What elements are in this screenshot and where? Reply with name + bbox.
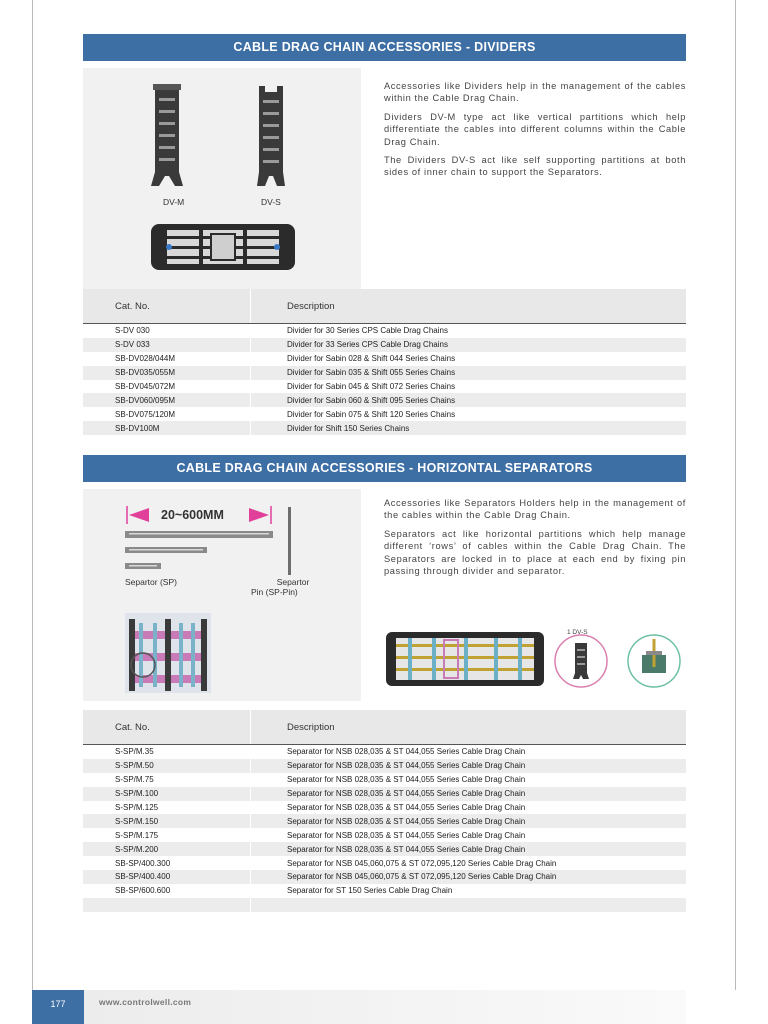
table-row <box>83 407 686 421</box>
separators-description <box>384 497 686 583</box>
separators-image-panel <box>83 489 361 701</box>
table-row <box>83 898 686 912</box>
description-cell: Divider for Sabin 028 & Shift 044 Series Chains <box>251 352 687 366</box>
table-row <box>83 884 686 898</box>
column-header-cat-no: Cat. No. <box>83 289 251 324</box>
table-row <box>83 745 686 759</box>
cat-no-cell: SB-DV028/044M <box>83 352 251 366</box>
section-title-dividers: CABLE DRAG CHAIN ACCESSORIES - DIVIDERS <box>83 34 686 61</box>
description-cell: Separator for NSB 045,060,075 & ST 072,095,120 Series Cable Drag Chain <box>251 856 687 870</box>
separators-paragraph: Separators act like horizontal partitions which help manage different ‘rows’ of cables within the Cable Drag Chain. The Separators are locked in to place at each end by fixing pin passing through divider and separator. <box>384 528 686 577</box>
cat-no-cell: SB-DV045/072M <box>83 380 251 394</box>
description-cell: Separator for NSB 028,035 & ST 044,055 Series Cable Drag Chain <box>251 828 687 842</box>
section-title-separators: CABLE DRAG CHAIN ACCESSORIES - HORIZONTAL SEPARATORS <box>83 455 686 482</box>
table-header-row <box>83 289 686 324</box>
description-cell <box>251 898 687 912</box>
table-row <box>83 856 686 870</box>
description-cell: Separator for NSB 045,060,075 & ST 072,095,120 Series Cable Drag Chain <box>251 870 687 884</box>
column-header-cat-no: Cat. No. <box>83 710 251 745</box>
description-cell: Divider for Sabin 060 & Shift 095 Series Chains <box>251 393 687 407</box>
dv-m-label: DV-M <box>163 197 185 207</box>
page-number: 177 <box>32 990 84 1024</box>
table-row <box>83 814 686 828</box>
cat-no-cell: S-SP/M.150 <box>83 814 251 828</box>
description-cell: Separator for ST 150 Series Cable Drag Chain <box>251 884 687 898</box>
description-cell: Separator for NSB 028,035 & ST 044,055 Series Cable Drag Chain <box>251 759 687 773</box>
footer-url-link[interactable]: www.controlwell.com <box>99 997 192 1007</box>
table-row <box>83 870 686 884</box>
cat-no-cell: S-SP/M.35 <box>83 745 251 759</box>
cat-no-cell: SB-DV060/095M <box>83 393 251 407</box>
table-row <box>83 773 686 787</box>
dividers-image-panel <box>83 68 361 296</box>
dividers-description <box>384 80 686 185</box>
table-row <box>83 366 686 380</box>
separator-chain-illustration <box>384 628 686 694</box>
description-cell: Divider for Shift 150 Series Chains <box>251 421 687 435</box>
column-header-description: Description <box>251 289 687 324</box>
cat-no-cell: S-DV 033 <box>83 338 251 352</box>
description-cell: Divider for 30 Series CPS Cable Drag Chains <box>251 324 687 338</box>
separator-pin-label-line1: Separtor <box>276 577 310 587</box>
cat-no-cell: SB-DV075/120M <box>83 407 251 421</box>
cat-no-cell: SB-SP/400.400 <box>83 870 251 884</box>
description-cell: Separator for NSB 028,035 & ST 044,055 Series Cable Drag Chain <box>251 801 687 815</box>
separator-label: Separtor (SP) <box>125 577 177 587</box>
dv-s-label: DV-S <box>261 197 281 207</box>
cat-no-cell: SB-DV035/055M <box>83 366 251 380</box>
dividers-table <box>83 289 686 435</box>
cat-no-cell: S-SP/M.50 <box>83 759 251 773</box>
dividers-paragraph: Dividers DV-M type act like vertical partitions which help differentiate the cables into different columns within the Cable Drag Chain. <box>384 111 686 147</box>
description-cell: Divider for Sabin 075 & Shift 120 Series Chains <box>251 407 687 421</box>
assembled-chain-image <box>125 613 211 693</box>
table-row <box>83 787 686 801</box>
cat-no-cell: S-SP/M.175 <box>83 828 251 842</box>
pin-detail-circle <box>628 635 680 687</box>
separator-bars-image <box>125 531 273 569</box>
table-row <box>83 352 686 366</box>
page-border-right <box>735 0 736 990</box>
table-row <box>83 421 686 435</box>
cat-no-cell: SB-DV100M <box>83 421 251 435</box>
description-cell: Divider for Sabin 035 & Shift 055 Series Chains <box>251 366 687 380</box>
cat-no-cell: S-SP/M.100 <box>83 787 251 801</box>
table-row <box>83 338 686 352</box>
dv-m-divider-image <box>151 84 183 186</box>
separator-pin-label-line2: Pin (SP-Pin) <box>251 587 298 597</box>
table-header-row <box>83 710 686 745</box>
table-row <box>83 324 686 338</box>
description-cell: Separator for NSB 028,035 & ST 044,055 Series Cable Drag Chain <box>251 787 687 801</box>
cat-no-cell: S-DV 030 <box>83 324 251 338</box>
cat-no-cell: S-SP/M.125 <box>83 801 251 815</box>
table-row <box>83 842 686 856</box>
page-border-left <box>32 0 33 1024</box>
dividers-paragraph: Accessories like Dividers help in the management of the cables within the Cable Drag Chain. <box>384 81 686 104</box>
table-row <box>83 380 686 394</box>
dv-s-divider-image <box>257 86 285 186</box>
description-cell: Separator for NSB 028,035 & ST 044,055 Series Cable Drag Chain <box>251 745 687 759</box>
table-row <box>83 801 686 815</box>
separators-paragraph: Accessories like Separators Holders help in the management of the cables within the Cable Drag Chain. <box>384 498 686 521</box>
column-header-description: Description <box>251 710 687 745</box>
table-row <box>83 828 686 842</box>
separator-pin-label <box>273 577 313 587</box>
dv-s-detail-circle <box>555 635 607 687</box>
dividers-illustration <box>83 68 361 296</box>
separators-table <box>83 710 686 912</box>
description-cell: Separator for NSB 028,035 & ST 044,055 Series Cable Drag Chain <box>251 842 687 856</box>
cat-no-cell: S-SP/M.200 <box>83 842 251 856</box>
cat-no-cell: SB-SP/400.300 <box>83 856 251 870</box>
table-row <box>83 759 686 773</box>
chain-cross-section-image <box>151 224 295 270</box>
separator-pin-image <box>288 507 291 575</box>
table-row <box>83 393 686 407</box>
range-label: 20~600MM <box>161 508 224 522</box>
cat-no-cell: SB-SP/600.600 <box>83 884 251 898</box>
description-cell: Divider for 33 Series CPS Cable Drag Chains <box>251 338 687 352</box>
cat-no-cell: S-SP/M.75 <box>83 773 251 787</box>
dividers-paragraph: The Dividers DV-S act like self supporting partitions at both sides of inner chain to support the Separators. <box>384 155 686 178</box>
cat-no-cell <box>83 898 251 912</box>
description-cell: Separator for NSB 028,035 & ST 044,055 Series Cable Drag Chain <box>251 814 687 828</box>
dv-s-tag-label: 1 DV-S <box>567 629 588 636</box>
description-cell: Divider for Sabin 045 & Shift 072 Series Chains <box>251 380 687 394</box>
footer-bar <box>84 990 686 1024</box>
description-cell: Separator for NSB 028,035 & ST 044,055 Series Cable Drag Chain <box>251 773 687 787</box>
chain-with-separators-image <box>386 632 544 686</box>
